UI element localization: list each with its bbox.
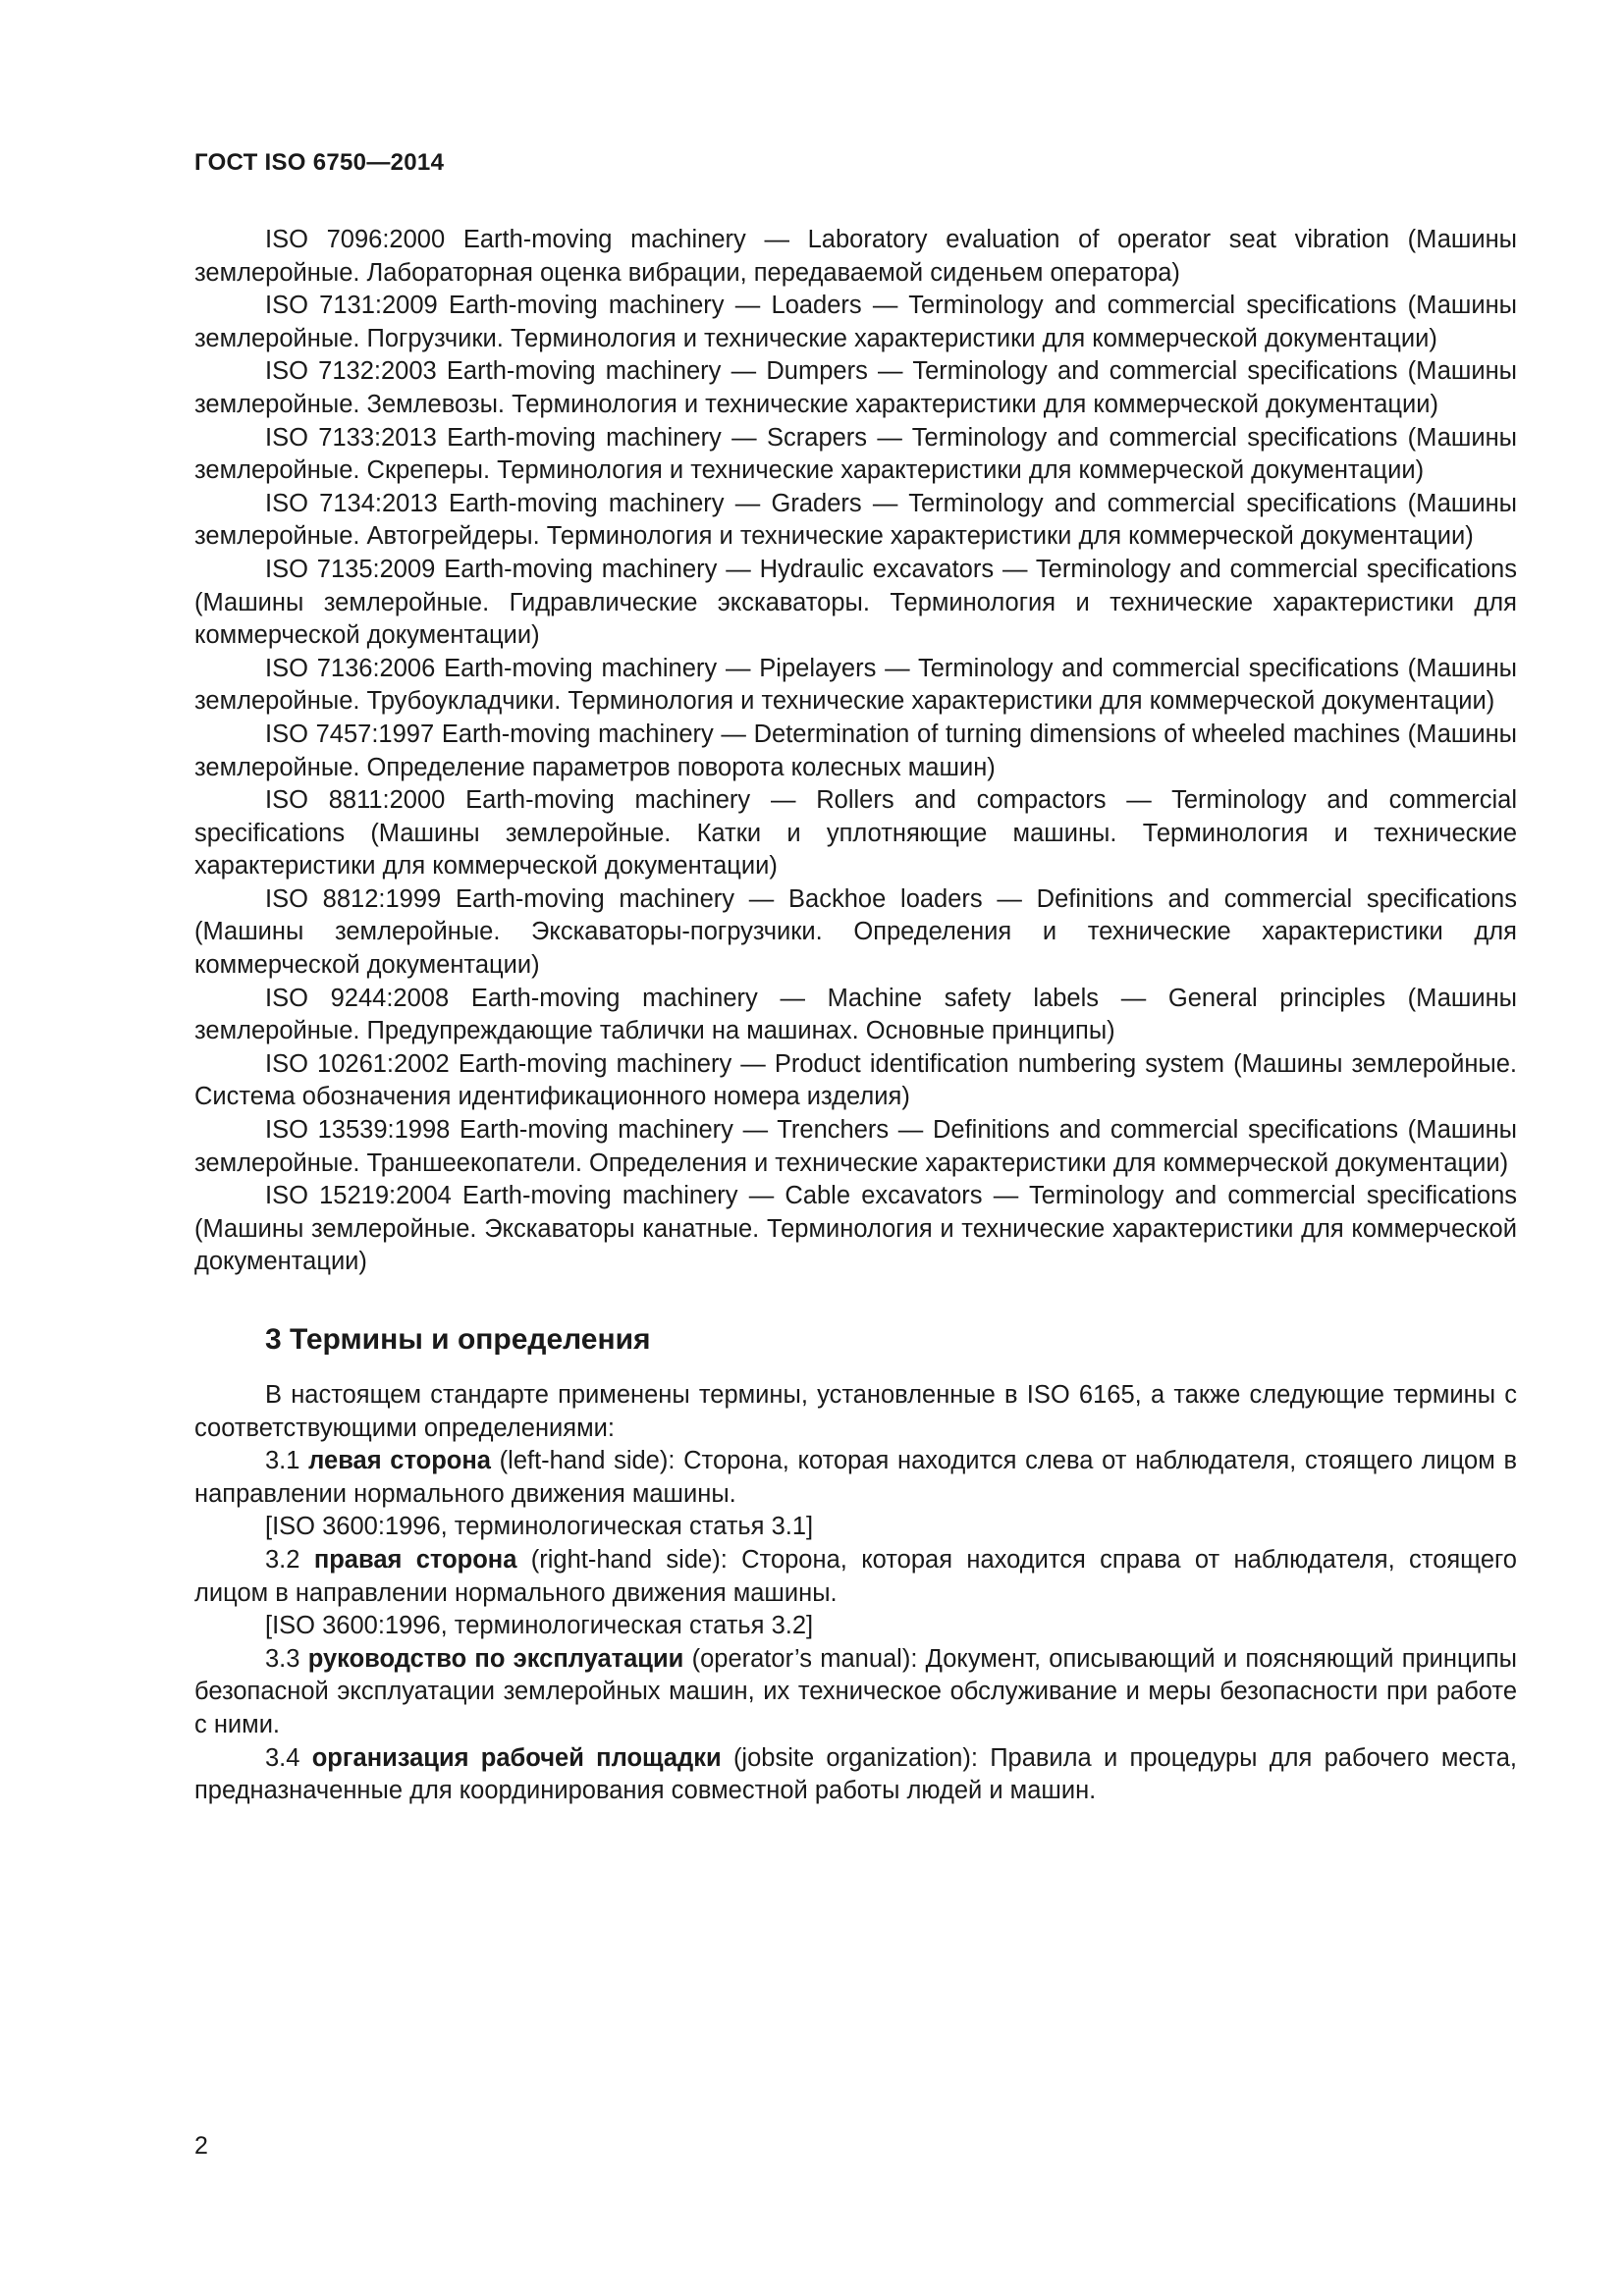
term-entry (194, 1742, 1517, 1808)
normative-references-list (194, 224, 1517, 1279)
term-name: правая сторона (313, 1545, 517, 1574)
reference-item: ISO 7132:2003 Earth-moving machinery — Dumpers — Terminology and commercial specifications (Машины землеройные. Землевозы. Терминология и технические характеристики для коммерческой документации) (194, 357, 1517, 418)
section-heading: 3 Термины и определения (265, 1323, 651, 1356)
term-definition: (jobsite organization): Правила и процедуры для рабочего места, предназначенные для координирования совместной работы людей и машин. (194, 1743, 1517, 1805)
term-number: 3.4 (265, 1743, 300, 1772)
reference-item: ISO 13539:1998 Earth-moving machinery — Trenchers — Definitions and commercial specifications (Машины землеройные. Траншеекопатели. Определения и технические характеристики для коммерческой документации) (194, 1116, 1517, 1177)
term-name: левая сторона (308, 1447, 491, 1475)
reference-item: ISO 7136:2006 Earth-moving machinery — Pipelayers — Terminology and commercial specifications (Машины землеройные. Трубоукладчики. Терминология и технические характеристики для коммерческой документации) (194, 654, 1517, 716)
term-definition: (operator’s manual): Документ, описывающий и поясняющий принципы безопасной эксплуатации землеройных машин, их техническое обслуживание и меры безопасности при работе с ними. (194, 1644, 1517, 1738)
reference-item: ISO 8812:1999 Earth-moving machinery — Backhoe loaders — Definitions and commercial specifications (Машины землеройные. Экскаваторы-погрузчики. Определения и технические характеристики для коммерческой документации) (194, 884, 1517, 980)
reference-item: ISO 7457:1997 Earth-moving machinery — Determination of turning dimensions of wheeled machines (Машины землеройные. Определение параметров поворота колесных машин) (194, 720, 1517, 781)
term-definition: (right-hand side): Сторона, которая находится справа от наблюдателя, стоящего лицом в направлении нормального движения машины. (194, 1545, 1517, 1607)
page-number: 2 (194, 2132, 208, 2160)
reference-item: ISO 10261:2002 Earth-moving machinery — Product identification numbering system (Машины землеройные. Система обозначения идентификационного номера изделия) (194, 1049, 1517, 1111)
term-source: [ISO 3600:1996, терминологическая статья 3.2] (265, 1612, 814, 1640)
reference-item: ISO 9244:2008 Earth-moving machinery — Machine safety labels — General principles (Машины землеройные. Предупреждающие таблички на машинах. Основные принципы) (194, 984, 1517, 1045)
term-definition: (left-hand side): Сторона, которая находится слева от наблюдателя, стоящего лицом в направлении нормального движения машины. (194, 1447, 1517, 1508)
page-content (194, 224, 1517, 1808)
reference-item: ISO 8811:2000 Earth-moving machinery — Rollers and compactors — Terminology and commercial specifications (Машины землеройные. Катки и уплотняющие машины. Терминология и технические характеристики для коммерческой документации) (194, 786, 1517, 881)
term-number: 3.2 (265, 1545, 300, 1574)
term-entry (194, 1445, 1517, 1511)
term-entry (194, 1643, 1517, 1742)
section-intro: В настоящем стандарте применены термины, установленные в ISO 6165, а также следующие термины с соответствующими определениями: (194, 1381, 1517, 1442)
reference-item: ISO 7096:2000 Earth-moving machinery — Laboratory evaluation of operator seat vibration (Машины землеройные. Лабораторная оценка вибрации, передаваемой сиденьем оператора) (194, 226, 1517, 287)
term-name: руководство по эксплуатации (307, 1644, 684, 1673)
term-source: [ISO 3600:1996, терминологическая статья 3.1] (265, 1513, 814, 1541)
term-entry (194, 1544, 1517, 1610)
reference-item: ISO 7134:2013 Earth-moving machinery — Graders — Terminology and commercial specifications (Машины землеройные. Автогрейдеры. Терминология и технические характеристики для коммерческой документации) (194, 489, 1517, 551)
document-designation: ГОСТ ISO 6750—2014 (194, 149, 445, 176)
term-number: 3.1 (265, 1447, 300, 1475)
reference-item: ISO 7131:2009 Earth-moving machinery — Loaders — Terminology and commercial specifications (Машины землеройные. Погрузчики. Терминология и технические характеристики для коммерческой документации) (194, 292, 1517, 352)
term-number: 3.3 (265, 1644, 300, 1673)
reference-item: ISO 7135:2009 Earth-moving machinery — Hydraulic excavators — Terminology and commercial specifications (Машины землеройные. Гидравлические экскаваторы. Терминология и технические характеристики для коммерческой документации) (194, 555, 1517, 650)
reference-item: ISO 15219:2004 Earth-moving machinery — Cable excavators — Terminology and commercial specifications (Машины землеройные. Экскаваторы канатные. Терминология и технические характеристики для коммерческой документации) (194, 1182, 1517, 1276)
reference-item: ISO 7133:2013 Earth-moving machinery — Scrapers — Terminology and commercial specifications (Машины землеройные. Скреперы. Терминология и технические характеристики для коммерческой документации) (194, 423, 1517, 485)
term-name: организация рабочей площадки (311, 1743, 722, 1772)
